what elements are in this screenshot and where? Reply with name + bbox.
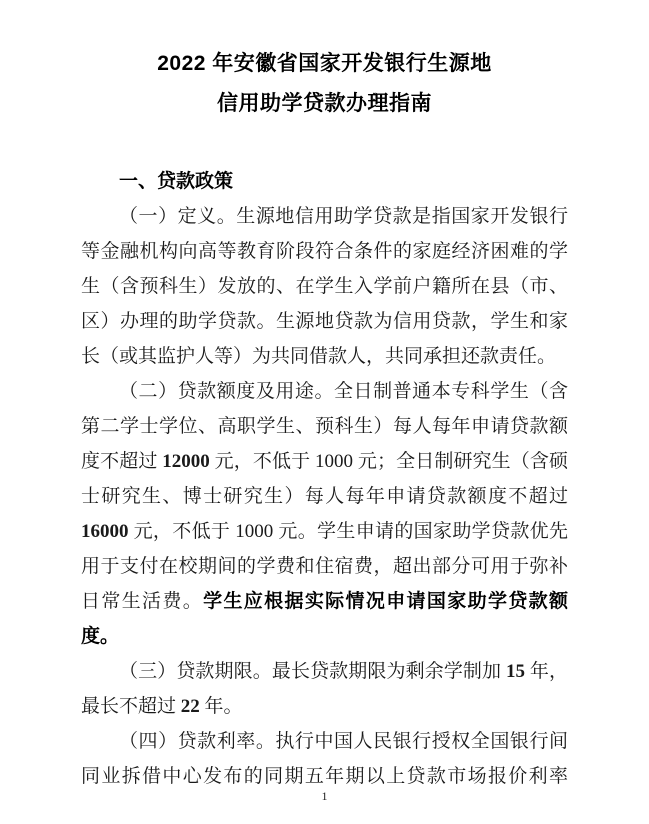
bold-text-run: 15 (506, 661, 526, 682)
paragraph (81, 374, 568, 654)
bold-text-run: 16000 (81, 521, 129, 542)
text-run: （二）贷款额度及用途。全日制普通本专科学生（含第二学士学位、高职学生、预科生）每人每年申请贷款额度不超过 (81, 381, 568, 472)
paragraph (81, 724, 568, 794)
text-run: 年。 (199, 696, 243, 717)
text-run: （一）定义。生源地信用助学贷款是指国家开发银行等金融机构向高等教育阶段符合条件的家庭经济困难的学生（含预科生）发放的、在学生入学前户籍所在县（市、区）办理的助学贷款。生源地贷款为信用贷款，学生和家长（或其监护人等）为共同借款人，共同承担还款责任。 (81, 206, 568, 367)
text-run: 元，不低于 1000 元；全日制研究生（含硕士研究生、博士研究生）每人每年申请贷款额度不超过 (81, 451, 568, 507)
text-run: 元，不低于 1000 元。学生申请的国家助学贷款优先用于支付在校期间的学费和住宿费，超出部分可用于弥补日常生活费。 (81, 521, 568, 612)
section-heading (81, 164, 568, 199)
text-run: 年，最长不超过 (81, 661, 568, 717)
page-number: 1 (321, 789, 328, 803)
document-title-line-1: 2022 年安徽省国家开发银行生源地 (157, 52, 492, 75)
bold-text-run: 学生应根据实际情况申请国家助学贷款额度。 (81, 591, 568, 647)
document-body (81, 164, 568, 794)
paragraph (81, 654, 568, 724)
document-title-line-2: 信用助学贷款办理指南 (217, 92, 432, 115)
page-footer (0, 788, 649, 804)
bold-text-run: 22 (180, 696, 200, 717)
bold-text-run: 一、贷款政策 (119, 171, 234, 192)
text-run: （三）贷款期限。最长贷款期限为剩余学制加 (119, 661, 507, 682)
bold-text-run: 12000 (162, 451, 210, 472)
document-title (0, 44, 649, 124)
text-run: （四）贷款利率。执行中国人民银行授权全国银行间同业拆借中心发布的同期五年期以上贷款市场报价利率 (81, 731, 568, 787)
paragraph (81, 199, 568, 374)
